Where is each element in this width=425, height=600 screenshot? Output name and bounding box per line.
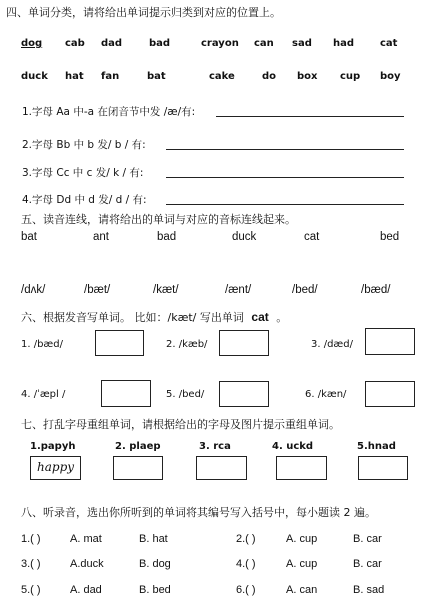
listen-num-4[interactable]: 4.( )	[236, 558, 256, 570]
answer-box-6[interactable]	[365, 381, 415, 407]
phonetic-item-6: 6. /kæn/	[305, 389, 347, 400]
listen-num-5[interactable]: 5.( )	[21, 584, 41, 596]
phonetic-baet[interactable]: /bæt/	[84, 284, 111, 296]
listen-option-5a: A. dad	[70, 584, 102, 596]
match-word-bat[interactable]: bat	[21, 231, 37, 243]
listen-option-6a: A. can	[286, 584, 318, 596]
answer-line-2[interactable]	[166, 149, 404, 150]
scramble-answer-1: happy	[37, 460, 75, 474]
section6-title	[21, 309, 287, 325]
scramble-label-2: 2. plaep	[115, 441, 161, 452]
question-2-num: 2.	[22, 139, 33, 151]
scramble-box-4[interactable]	[276, 456, 327, 480]
answer-line-4[interactable]	[166, 204, 404, 205]
word-duck: duck	[21, 71, 48, 82]
question-1-num: 1.	[22, 106, 33, 118]
listen-num-1[interactable]: 1.( )	[21, 533, 41, 545]
listen-option-2b: B. car	[353, 533, 382, 545]
section6-instruction: 六、根据发音写单词。 比如：/kæt/ 写出单词	[21, 311, 244, 324]
word-had: had	[333, 38, 355, 49]
scramble-label-5: 5.hnad	[357, 441, 396, 452]
word-boy: boy	[380, 71, 401, 82]
word-dog: dog	[21, 38, 43, 49]
word-hat: hat	[65, 71, 84, 82]
word-cat: cat	[380, 38, 398, 49]
scramble-box-1[interactable]	[30, 456, 81, 480]
listen-option-2a: A. cup	[286, 533, 318, 545]
scramble-label-3: 3. rca	[199, 441, 231, 452]
answer-box-4[interactable]	[101, 380, 151, 407]
listen-option-6b: B. sad	[353, 584, 385, 596]
match-word-ant[interactable]: ant	[93, 231, 109, 243]
phonetic-aent[interactable]: /ænt/	[225, 284, 252, 296]
word-crayon: crayon	[201, 38, 239, 49]
listen-option-4a: A. cup	[286, 558, 318, 570]
word-dad: dad	[101, 38, 123, 49]
answer-line-3[interactable]	[166, 177, 404, 178]
question-4	[22, 192, 147, 207]
phonetic-kaet[interactable]: /kæt/	[153, 284, 179, 296]
word-bat: bat	[147, 71, 166, 82]
listen-option-3b: B. dog	[139, 558, 171, 570]
word-can: can	[254, 38, 274, 49]
answer-box-5[interactable]	[219, 381, 269, 407]
phonetic-item-5: 5. /bed/	[166, 389, 205, 400]
listen-option-1a: A. mat	[70, 533, 102, 545]
section5-title: 五、读音连线，请将给出的单词与对应的音标连线起来。	[21, 213, 296, 226]
question-3	[22, 165, 143, 180]
answer-box-1[interactable]	[95, 330, 144, 356]
listen-num-3[interactable]: 3.( )	[21, 558, 41, 570]
listen-num-2[interactable]: 2.( )	[236, 533, 256, 545]
phonetic-item-4: 4. /ˈæpl /	[21, 389, 66, 400]
match-word-duck[interactable]: duck	[232, 231, 257, 243]
phonetic-dak[interactable]: /dʌk/	[21, 284, 46, 296]
section7-title: 七、打乱字母重组单词，请根据给出的字母及图片提示重组单词。	[21, 418, 340, 431]
question-1	[22, 104, 195, 119]
phonetic-bed[interactable]: /bed/	[292, 284, 318, 296]
word-cab: cab	[65, 38, 85, 49]
phonetic-item-1: 1. /bæd/	[21, 339, 63, 350]
scramble-box-5[interactable]	[358, 456, 408, 480]
word-do: do	[262, 71, 277, 82]
scramble-box-3[interactable]	[196, 456, 247, 480]
question-2	[22, 137, 146, 152]
question-2-text: 字母 Bb 中 b 发/ b / 有:	[32, 139, 146, 151]
phonetic-item-3: 3. /dæd/	[311, 339, 353, 350]
answer-box-2[interactable]	[219, 330, 269, 356]
listen-option-3a: A.duck	[70, 558, 104, 570]
answer-box-3[interactable]	[365, 328, 415, 355]
word-box: box	[297, 71, 318, 82]
match-word-bad[interactable]: bad	[157, 231, 177, 243]
section6-example: cat	[251, 310, 269, 324]
listen-option-1b: B. hat	[139, 533, 168, 545]
section6-period: 。	[276, 311, 288, 324]
scramble-box-2[interactable]	[113, 456, 163, 480]
question-4-num: 4.	[22, 194, 33, 206]
question-4-text: 字母 Dd 中 d 发/ d / 有:	[32, 194, 147, 206]
answer-line-1[interactable]	[216, 116, 404, 117]
match-word-cat[interactable]: cat	[304, 231, 320, 243]
word-sad: sad	[292, 38, 312, 49]
word-bad: bad	[149, 38, 171, 49]
phonetic-baed[interactable]: /bæd/	[361, 284, 391, 296]
question-3-text: 字母 Cc 中 c 发/ k / 有:	[32, 167, 144, 179]
scramble-label-1: 1.papyh	[30, 441, 76, 452]
phonetic-item-2: 2. /kæb/	[166, 339, 208, 350]
question-1-text: 字母 Aa 中-a 在闭音节中发 /æ/有:	[32, 106, 196, 118]
word-cake: cake	[209, 71, 235, 82]
word-fan: fan	[101, 71, 120, 82]
listen-option-5b: B. bed	[139, 584, 171, 596]
scramble-label-4: 4. uckd	[272, 441, 314, 452]
section4-title: 四、单词分类，请将给出单词提示归类到对应的位置上。	[6, 6, 281, 19]
word-cup: cup	[340, 71, 361, 82]
listen-num-6[interactable]: 6.( )	[236, 584, 256, 596]
match-word-bed[interactable]: bed	[380, 231, 400, 243]
listen-option-4b: B. car	[353, 558, 382, 570]
question-3-num: 3.	[22, 167, 33, 179]
section8-title: 八、听录音，选出你所听到的单词将其编号写入括号中，每小题读 2 遍。	[21, 506, 376, 519]
